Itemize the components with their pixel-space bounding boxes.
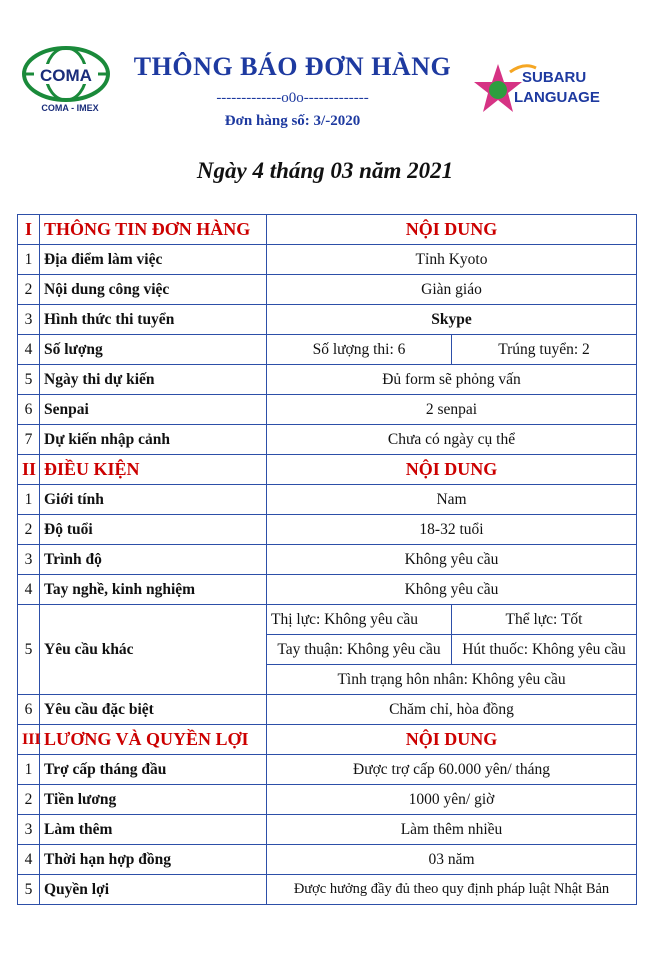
section-heading: THÔNG TIN ĐƠN HÀNG (40, 215, 267, 245)
row-label: Địa điểm làm việc (40, 245, 267, 275)
row-value: Giàn giáo (267, 275, 637, 305)
section-number: II (18, 455, 40, 485)
handedness-requirement: Tay thuận: Không yêu cầu (267, 635, 452, 665)
row-label: Ngày thi dự kiến (40, 365, 267, 395)
section-number: III (18, 725, 40, 755)
table-row (18, 335, 637, 365)
table-row (18, 815, 637, 845)
table-row (18, 545, 637, 575)
section-header-row (18, 725, 637, 755)
row-label: Hình thức thi tuyển (40, 305, 267, 335)
row-label: Trợ cấp tháng đầu (40, 755, 267, 785)
row-value: Skype (267, 305, 637, 335)
row-label: Số lượng (40, 335, 267, 365)
row-number: 4 (18, 845, 40, 875)
row-label: Giới tính (40, 485, 267, 515)
order-table (17, 214, 637, 905)
table-row (18, 575, 637, 605)
row-value: 1000 yên/ giờ (267, 785, 637, 815)
row-label: Làm thêm (40, 815, 267, 845)
row-number: 4 (18, 335, 40, 365)
row-number: 2 (18, 275, 40, 305)
smoking-requirement: Hút thuốc: Không yêu cầu (452, 635, 637, 665)
section-heading: ĐIỀU KIỆN (40, 455, 267, 485)
row-number: 1 (18, 245, 40, 275)
exam-quantity: Số lượng thi: 6 (267, 335, 452, 365)
table-row (18, 425, 637, 455)
section-header-row (18, 455, 637, 485)
row-number: 2 (18, 515, 40, 545)
svg-text:SUBARU: SUBARU (522, 69, 587, 86)
row-value: 2 senpai (267, 395, 637, 425)
row-value: Không yêu cầu (267, 545, 637, 575)
content-heading: NỘI DUNG (267, 725, 637, 755)
row-number: 3 (18, 545, 40, 575)
table-row (18, 755, 637, 785)
row-number: 5 (18, 365, 40, 395)
table-row (18, 785, 637, 815)
document-date: Ngày 4 tháng 03 năm 2021 (196, 158, 454, 183)
content-heading: NỘI DUNG (267, 215, 637, 245)
row-number: 6 (18, 395, 40, 425)
section-heading: LƯƠNG VÀ QUYỀN LỢI (40, 725, 267, 755)
svg-text:LANGUAGE: LANGUAGE (514, 89, 600, 106)
row-label: Nội dung công việc (40, 275, 267, 305)
content-heading: NỘI DUNG (267, 455, 637, 485)
row-value: Tỉnh Kyoto (267, 245, 637, 275)
row-label: Senpai (40, 395, 267, 425)
row-label: Tiền lương (40, 785, 267, 815)
row-number: 4 (18, 575, 40, 605)
vision-requirement: Thị lực: Không yêu cầu (267, 605, 452, 635)
row-number: 3 (18, 305, 40, 335)
row-label: Yêu cầu đặc biệt (40, 695, 267, 725)
row-value: Đủ form sẽ phỏng vấn (267, 365, 637, 395)
section-number: I (18, 215, 40, 245)
row-label: Tay nghề, kinh nghiệm (40, 575, 267, 605)
row-value: Được hưởng đầy đủ theo quy định pháp luật Nhật Bản (267, 875, 637, 905)
table-row (18, 275, 637, 305)
marital-requirement: Tình trạng hôn nhân: Không yêu cầu (267, 665, 637, 695)
pass-quantity: Trúng tuyển: 2 (452, 335, 637, 365)
row-label: Yêu cầu khác (40, 605, 267, 695)
page-title: THÔNG BÁO ĐƠN HÀNG (133, 52, 452, 81)
row-value: 03 năm (267, 845, 637, 875)
row-value: Chăm chỉ, hòa đồng (267, 695, 637, 725)
row-value: Chưa có ngày cụ thể (267, 425, 637, 455)
table-row (18, 605, 637, 635)
coma-subtitle: COMA - IMEX (41, 103, 99, 113)
section-header-row (18, 215, 637, 245)
table-row (18, 395, 637, 425)
row-label: Trình độ (40, 545, 267, 575)
row-number: 1 (18, 755, 40, 785)
table-row (18, 485, 637, 515)
row-label: Độ tuổi (40, 515, 267, 545)
row-label: Dự kiến nhập cảnh (40, 425, 267, 455)
row-label: Thời hạn hợp đồng (40, 845, 267, 875)
row-number: 1 (18, 485, 40, 515)
table-row (18, 845, 637, 875)
row-value: Không yêu cầu (267, 575, 637, 605)
row-number: 5 (18, 605, 40, 695)
table-row (18, 305, 637, 335)
row-number: 5 (18, 875, 40, 905)
document-header (0, 0, 650, 140)
row-label: Quyền lợi (40, 875, 267, 905)
table-row (18, 515, 637, 545)
row-value: Làm thêm nhiều (267, 815, 637, 845)
table-row (18, 245, 637, 275)
row-number: 7 (18, 425, 40, 455)
subaru-language-logo (470, 52, 600, 122)
fitness-requirement: Thể lực: Tốt (452, 605, 637, 635)
table-row (18, 695, 637, 725)
row-number: 2 (18, 785, 40, 815)
table-row (18, 875, 637, 905)
table-row (18, 365, 637, 395)
row-number: 3 (18, 815, 40, 845)
row-value: Nam (267, 485, 637, 515)
order-number: Đơn hàng số: 3/-2020 (224, 113, 361, 129)
row-number: 6 (18, 695, 40, 725)
row-value: 18-32 tuổi (267, 515, 637, 545)
title-decoration: -------------o0o------------- (216, 90, 369, 106)
svg-text:COMA: COMA (40, 66, 92, 85)
row-value: Được trợ cấp 60.000 yên/ tháng (267, 755, 637, 785)
